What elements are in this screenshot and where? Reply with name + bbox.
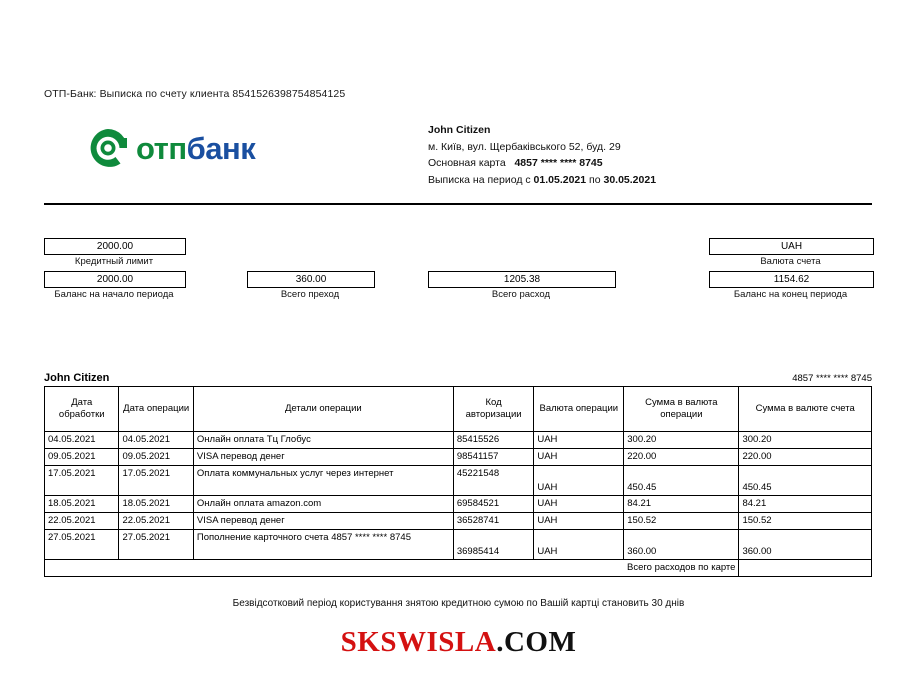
table-row: [45, 432, 872, 449]
cell-amount-account: 84.21: [739, 496, 872, 513]
card-label: Основная карта: [428, 157, 506, 169]
customer-card-line: [428, 155, 656, 172]
total-value: [739, 560, 872, 577]
cell-date-processed: 09.05.2021: [45, 449, 119, 466]
closing-balance-label: Баланс на конец периода: [733, 289, 848, 300]
table-row: [45, 466, 872, 496]
cell-details: Онлайн оплата amazon.com: [193, 496, 453, 513]
total-income-label: Всего преход: [280, 289, 340, 300]
cell-date-operation: 18.05.2021: [119, 496, 193, 513]
cell-auth-code: 36528741: [453, 513, 534, 530]
period-to: 30.05.2021: [603, 173, 657, 186]
credit-limit-value: 2000.00: [44, 238, 186, 255]
footer-note: Безвідсотковий період користування знятою кредитною сумою по Вашій картці становить 30 днів: [232, 598, 685, 609]
col-date-operation: Дата операции: [119, 387, 193, 432]
cell-details: VISA перевод денег: [193, 513, 453, 530]
header-divider: [44, 203, 872, 205]
cell-date-operation: 04.05.2021: [119, 432, 193, 449]
account-currency-value: UAH: [709, 238, 874, 255]
transactions-table: [44, 386, 872, 577]
cell-date-operation: 09.05.2021: [119, 449, 193, 466]
cell-auth-code: 85415526: [453, 432, 534, 449]
table-body: [45, 432, 872, 577]
logo-text-otp: отп: [136, 130, 187, 166]
cell-currency: UAH: [534, 496, 624, 513]
col-operation-currency: Валюта операции: [534, 387, 624, 432]
cell-amount-account: 450.45: [739, 466, 872, 496]
cell-auth-code: 69584521: [453, 496, 534, 513]
total-expense-label: Всего расход: [491, 289, 551, 300]
period-from: 01.05.2021: [533, 173, 587, 186]
customer-details: [428, 122, 656, 188]
table-header: [45, 387, 872, 432]
table-header-row: [45, 387, 872, 432]
bank-logo-text: [136, 130, 256, 166]
col-auth-code: Код авторизации: [453, 387, 534, 432]
col-date-processed: Дата обработки: [45, 387, 119, 432]
cell-amount-operation: 450.45: [624, 466, 739, 496]
table-row: [45, 530, 872, 560]
cell-amount-operation: 150.52: [624, 513, 739, 530]
watermark-com: COM: [503, 626, 577, 658]
credit-limit-label: Кредитный лимит: [74, 256, 154, 267]
cell-amount-account: 220.00: [739, 449, 872, 466]
closing-balance-value: 1154.62: [709, 271, 874, 288]
cell-amount-operation: 84.21: [624, 496, 739, 513]
cell-date-operation: 27.05.2021: [119, 530, 193, 560]
bank-logo: [86, 126, 255, 170]
col-amount-operation: Сумма в валюта операции: [624, 387, 739, 432]
table-row: [45, 513, 872, 530]
card-number: 4857 **** **** 8745: [514, 157, 603, 169]
cell-currency: UAH: [534, 466, 624, 496]
table-row: [45, 449, 872, 466]
cell-date-processed: 27.05.2021: [45, 530, 119, 560]
cell-auth-code: 36985414: [453, 530, 534, 560]
cell-amount-account: 300.20: [739, 432, 872, 449]
opening-balance-label: Баланс на начало периода: [54, 289, 174, 300]
total-label: Всего расходов по карте: [45, 560, 739, 577]
cell-details: VISA перевод денег: [193, 449, 453, 466]
cell-amount-account: 150.52: [739, 513, 872, 530]
customer-name: John Citizen: [428, 124, 491, 136]
watermark: [0, 626, 917, 659]
cell-amount-operation: 220.00: [624, 449, 739, 466]
otp-bank-logo-icon: [86, 126, 130, 170]
cell-date-operation: 22.05.2021: [119, 513, 193, 530]
table-total-row: [45, 560, 872, 577]
account-currency-label: Валюта счета: [760, 256, 821, 267]
cell-currency: UAH: [534, 513, 624, 530]
cell-details: Пополнение карточного счета 4857 **** **** 8745: [193, 530, 453, 560]
cell-amount-operation: 300.20: [624, 432, 739, 449]
cell-auth-code: 45221548: [453, 466, 534, 496]
watermark-dot: .: [496, 626, 504, 658]
statement-period-line: [428, 172, 656, 189]
cell-currency: UAH: [534, 432, 624, 449]
document-header-line: ОТП-Банк: Выписка по счету клиента 8541526398754854125: [44, 88, 346, 100]
account-holder-name: John Citizen: [44, 372, 110, 384]
logo-text-bank: банк: [186, 130, 256, 166]
col-details: Детали операции: [193, 387, 453, 432]
total-income-value: 360.00: [247, 271, 375, 288]
cell-date-processed: 04.05.2021: [45, 432, 119, 449]
cell-amount-operation: 360.00: [624, 530, 739, 560]
period-mid: по: [589, 173, 601, 186]
customer-address: м. Київ, вул. Щербаківського 52, буд. 29: [428, 140, 621, 153]
opening-balance-value: 2000.00: [44, 271, 186, 288]
cell-date-processed: 22.05.2021: [45, 513, 119, 530]
period-label: Выписка на период с: [428, 173, 531, 186]
col-amount-account: Сумма в валюте счета: [739, 387, 872, 432]
table-row: [45, 496, 872, 513]
account-card-number: 4857 **** **** 8745: [792, 373, 872, 384]
total-expense-value: 1205.38: [428, 271, 616, 288]
cell-details: Оплата коммунальных услуг через интернет: [193, 466, 453, 496]
cell-date-operation: 17.05.2021: [119, 466, 193, 496]
cell-currency: UAH: [534, 530, 624, 560]
cell-date-processed: 17.05.2021: [45, 466, 119, 496]
watermark-main: SKSWISLA: [340, 626, 497, 658]
cell-auth-code: 98541157: [453, 449, 534, 466]
cell-currency: UAH: [534, 449, 624, 466]
cell-details: Онлайн оплата Тц Глобус: [193, 432, 453, 449]
cell-amount-account: 360.00: [739, 530, 872, 560]
cell-date-processed: 18.05.2021: [45, 496, 119, 513]
